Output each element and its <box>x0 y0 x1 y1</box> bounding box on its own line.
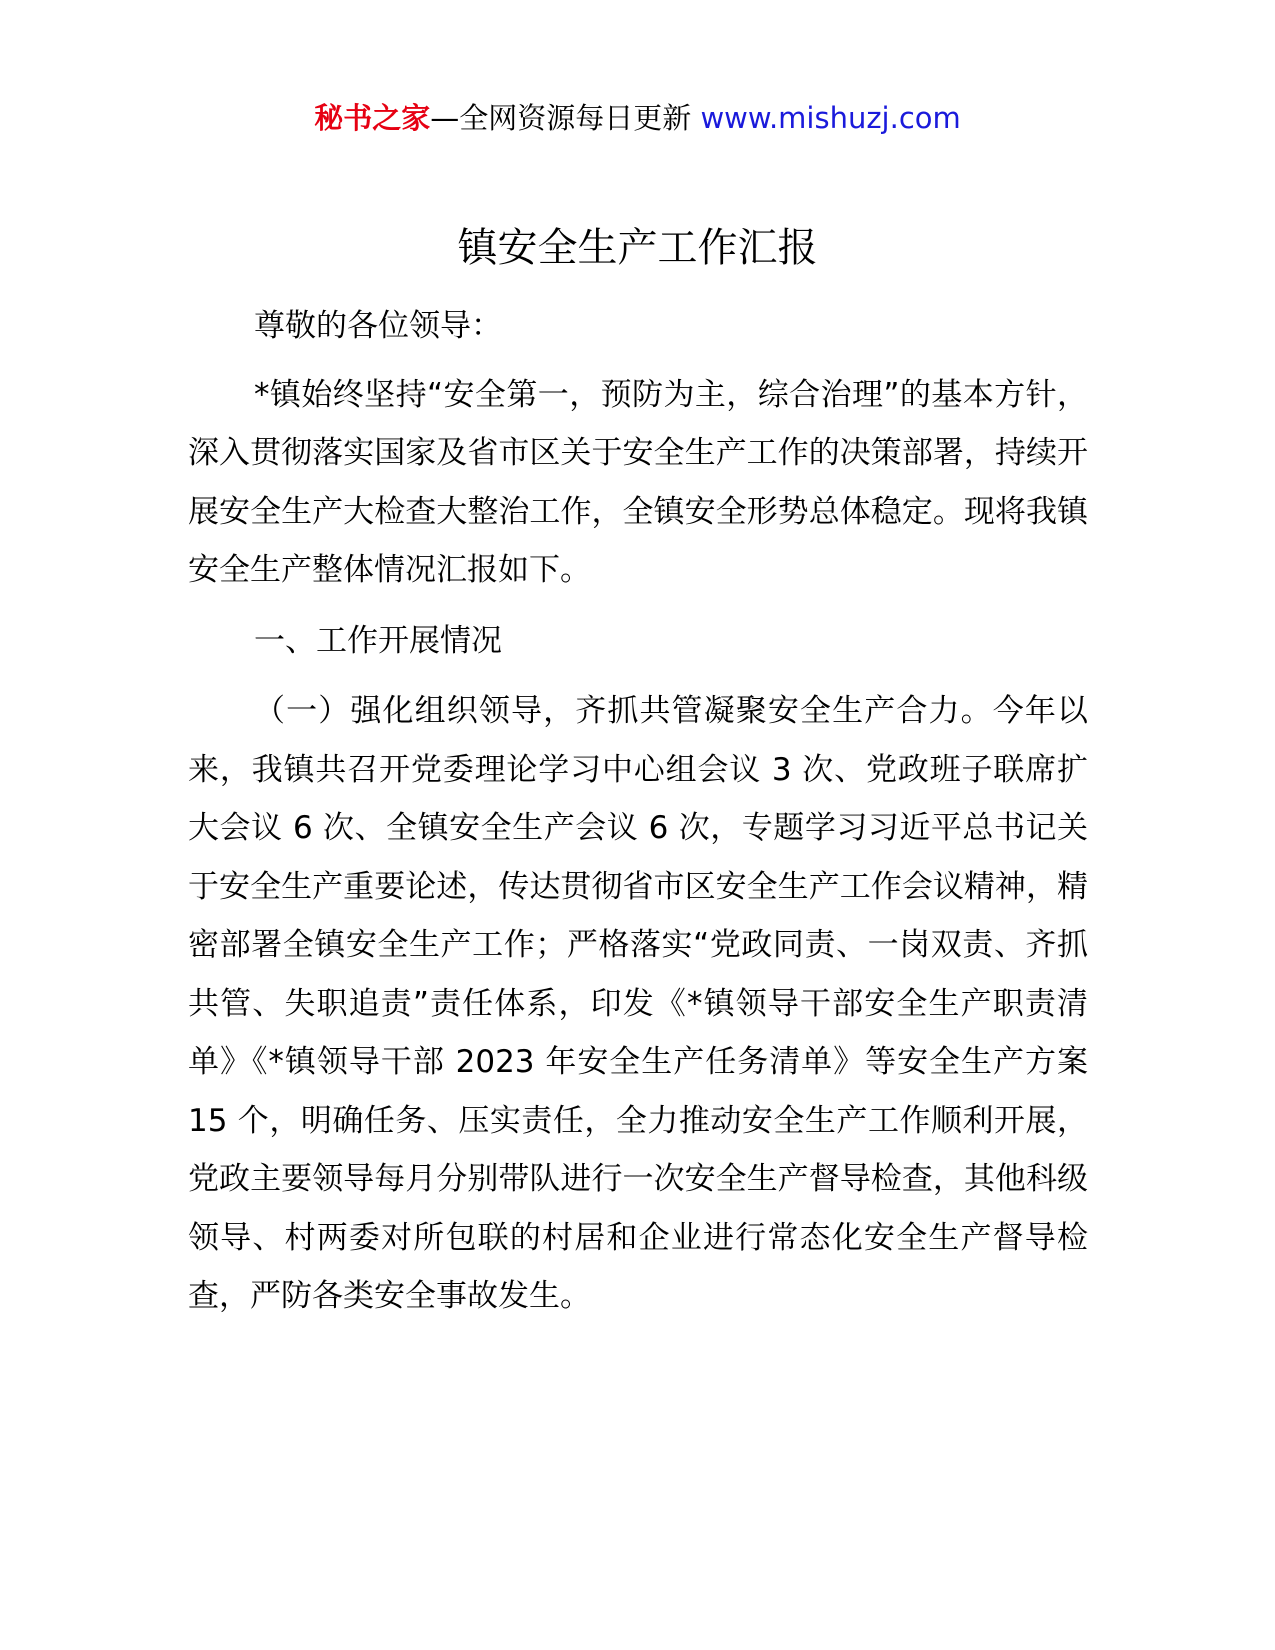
site-url-link[interactable]: www.mishuzj.com <box>700 101 961 135</box>
site-header <box>0 98 1275 138</box>
salutation: 尊敬的各位领导： <box>254 308 502 344</box>
intro-paragraph: *镇始终坚持“安全第一，预防为主，综合治理”的基本方针，深入贯彻落实国家及省市区关于安全生产工作的决策部署，持续开展安全生产大检查大整治工作，全镇安全形势总体稳定。现将我镇安全生产整体情况汇报如下。 <box>188 376 1088 588</box>
section-heading: 一、工作开展情况 <box>254 622 502 659</box>
header-tagline: —全网资源每日更新 <box>430 101 701 135</box>
brand-name: 秘书之家 <box>314 101 431 135</box>
section-paragraph: （一）强化组织领导，齐抓共管凝聚安全生产合力。今年以来，我镇共召开党委理论学习中心组会议 3 次、党政班子联席扩大会议 6 次、全镇安全生产会议 6 次，专题学习习近平总书记关于安全生产重要论述，传达贯彻省市区安全生产工作会议精神，精密部署全镇安全生产工作；严格落实“党政同责、一岗双责、齐抓共管、失职追责”责任体系，印发《*镇领导干部安全生产职责清单》《*镇领导干部 2023 年安全生产任务清单》等安全生产方案 15 个，明确任务、压实责任，全力推动安全生产工作顺利开展，党政主要领导每月分别带队进行一次安全生产督导检查，其他科级领导、村两委对所包联的村居和企业进行常态化安全生产督导检查，严防各类安全事故发生。 <box>188 693 1088 1314</box>
document-body <box>188 297 1088 1338</box>
document-title: 镇安全生产工作汇报 <box>457 225 818 271</box>
